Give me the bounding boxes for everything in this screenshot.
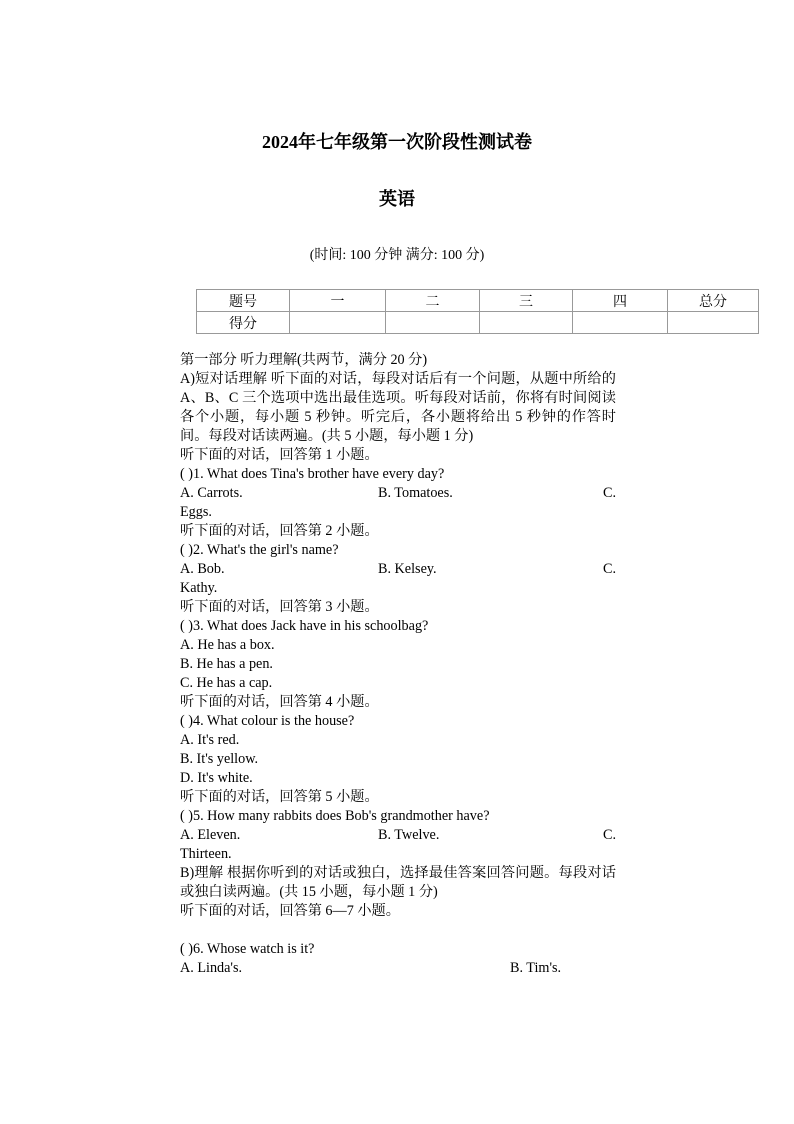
option-c: C. He has a cap. bbox=[180, 675, 273, 691]
score-table-header-cell: 二 bbox=[386, 290, 480, 312]
question-stem: ( )6. Whose watch is it? bbox=[180, 941, 315, 957]
score-cell[interactable] bbox=[290, 312, 386, 334]
option-a: A. He has a box. bbox=[180, 637, 275, 653]
option-c-text: Eggs. bbox=[180, 504, 212, 520]
score-table-header-cell: 三 bbox=[480, 290, 573, 312]
options-row bbox=[180, 959, 616, 978]
question-stem: ( )2. What's the girl's name? bbox=[180, 542, 339, 558]
option-b: B. Kelsey. bbox=[378, 561, 437, 577]
score-table-score-row bbox=[197, 312, 759, 334]
option-a: A. Linda's. bbox=[180, 960, 243, 976]
question-stem: ( )4. What colour is the house? bbox=[180, 713, 355, 729]
option-c-prefix: C. bbox=[602, 485, 616, 501]
score-cell[interactable] bbox=[386, 312, 480, 334]
score-table-header-cell: 总分 bbox=[668, 290, 759, 312]
spacer bbox=[180, 921, 616, 940]
option-b: B. It's yellow. bbox=[180, 751, 259, 767]
question-stem: ( )3. What does Jack have in his schoolbag? bbox=[180, 618, 429, 634]
listen-instruction: 听下面的对话，回答第 1 小题。 bbox=[180, 447, 379, 463]
listen-instruction: 听下面的对话，回答第 2 小题。 bbox=[180, 523, 379, 539]
option-c-prefix: C. bbox=[602, 561, 616, 577]
score-table-header-cell: 题号 bbox=[197, 290, 290, 312]
option-a: A. Bob. bbox=[180, 561, 225, 577]
score-table-header-cell: 一 bbox=[290, 290, 386, 312]
question-stem: ( )1. What does Tina's brother have every day? bbox=[180, 466, 445, 482]
section-b-instructions: B)理解 根据你听到的对话或独白，选择最佳答案回答问题。每段对话或独白读两遍。(共 15 小题，每小题 1 分) bbox=[180, 865, 616, 900]
score-table-header-row bbox=[197, 290, 759, 312]
listen-instruction: 听下面的对话，回答第 4 小题。 bbox=[180, 694, 379, 710]
option-c-text: Kathy. bbox=[180, 580, 218, 596]
option-b: B. Tomatoes. bbox=[378, 485, 453, 501]
score-cell[interactable] bbox=[480, 312, 573, 334]
options-row bbox=[180, 826, 616, 845]
option-d: D. It's white. bbox=[180, 770, 253, 786]
option-b: B. Tim's. bbox=[510, 960, 562, 976]
section-a-instructions: A)短对话理解 听下面的对话，每段对话后有一个问题，从题中所给的 A、B、C 三个选项中选出最佳选项。听每段对话前，你将有时间阅读各个小题，每小题 5 秒钟。听完后，各小题将给出 5 秒钟的作答时间。每段对话读两遍。(共 5 小题，每小题 1 分) bbox=[180, 371, 616, 444]
listen-instruction: 听下面的对话，回答第 5 小题。 bbox=[180, 789, 379, 805]
score-row-label: 得分 bbox=[197, 312, 290, 334]
score-cell[interactable] bbox=[573, 312, 668, 334]
option-b: B. Twelve. bbox=[378, 827, 440, 843]
option-a: A. Carrots. bbox=[180, 485, 243, 501]
option-a: A. Eleven. bbox=[180, 827, 241, 843]
listen-instruction: 听下面的对话，回答第 6—7 小题。 bbox=[180, 903, 400, 919]
listen-instruction: 听下面的对话，回答第 3 小题。 bbox=[180, 599, 379, 615]
subject-title: 英语 bbox=[379, 189, 415, 209]
option-b: B. He has a pen. bbox=[180, 656, 273, 672]
option-c-prefix: C. bbox=[602, 827, 616, 843]
time-info: (时间: 100 分钟 满分: 100 分) bbox=[309, 248, 485, 263]
exam-content bbox=[180, 351, 616, 978]
exam-title: 2024年七年级第一次阶段性测试卷 bbox=[262, 132, 532, 152]
score-table bbox=[196, 289, 759, 334]
option-a: A. It's red. bbox=[180, 732, 240, 748]
options-row bbox=[180, 484, 616, 503]
part-heading: 第一部分 听力理解(共两节，满分 20 分) bbox=[180, 352, 428, 368]
question-stem: ( )5. How many rabbits does Bob's grandmother have? bbox=[180, 808, 490, 824]
score-table-header-cell: 四 bbox=[573, 290, 668, 312]
option-c-text: Thirteen. bbox=[180, 846, 232, 862]
score-cell[interactable] bbox=[668, 312, 759, 334]
options-row bbox=[180, 560, 616, 579]
